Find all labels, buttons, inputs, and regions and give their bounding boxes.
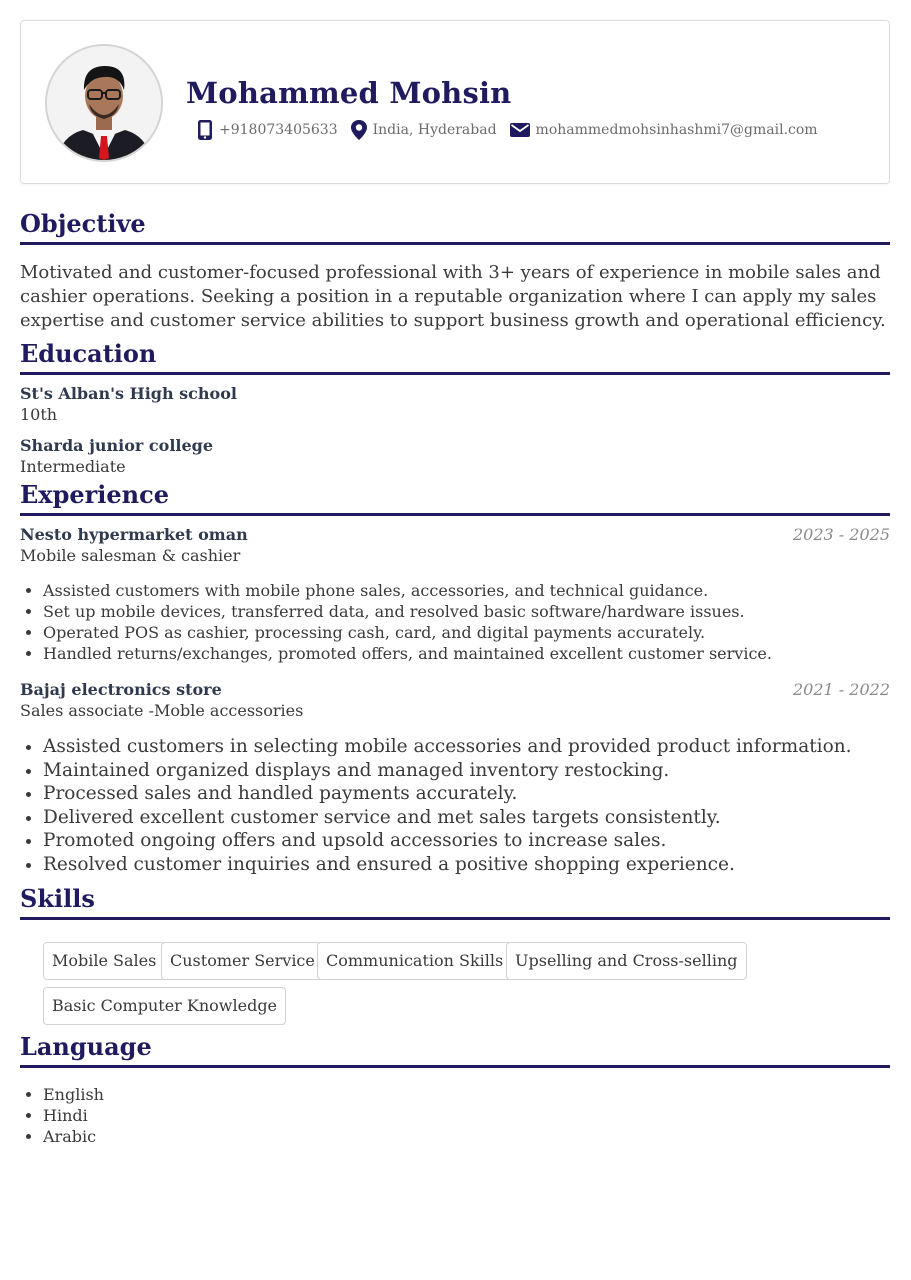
phone-contact[interactable] bbox=[196, 119, 338, 141]
language-list bbox=[20, 1084, 104, 1147]
skill-chip: Upselling and Cross-selling bbox=[506, 942, 747, 980]
job-dates: 2023 - 2025 bbox=[792, 525, 890, 544]
objective-heading: Objective bbox=[20, 210, 890, 245]
education-school: Sharda junior college bbox=[20, 436, 214, 455]
skill-chip: Communication Skills bbox=[317, 942, 512, 980]
list-item: • Hindi bbox=[43, 1105, 104, 1126]
contact-row bbox=[196, 119, 830, 141]
list-item: • Maintained organized displays and managed inventory restocking. bbox=[43, 759, 852, 783]
list-item: • Processed sales and handled payments accurately. bbox=[43, 782, 852, 806]
list-item: • Promoted ongoing offers and upsold accessories to increase sales. bbox=[43, 829, 852, 853]
list-item: • Arabic bbox=[43, 1126, 104, 1147]
list-item: • Delivered excellent customer service and met sales targets consistently. bbox=[43, 806, 852, 830]
list-item: • Operated POS as cashier, processing cash, card, and digital payments accurately. bbox=[43, 622, 772, 643]
list-item: • Assisted customers in selecting mobile accessories and provided product information. bbox=[43, 735, 852, 759]
skill-chip: Basic Computer Knowledge bbox=[43, 987, 286, 1025]
avatar bbox=[45, 44, 163, 162]
education-heading: Education bbox=[20, 340, 890, 375]
list-item: • Handled returns/exchanges, promoted offers, and maintained excellent customer service. bbox=[43, 643, 772, 664]
phone-text: +918073405633 bbox=[219, 122, 338, 138]
job-bullets bbox=[20, 580, 772, 664]
education-school: St's Alban's High school bbox=[20, 384, 237, 403]
phone-icon bbox=[196, 119, 214, 141]
list-item: • English bbox=[43, 1084, 104, 1105]
job-role: Sales associate -Moble accessories bbox=[20, 701, 304, 720]
job-role: Mobile salesman & cashier bbox=[20, 546, 241, 565]
profile-photo bbox=[47, 46, 161, 160]
job-bullets bbox=[20, 735, 852, 877]
location-pin-icon bbox=[350, 119, 368, 141]
skill-chip: Customer Service bbox=[161, 942, 324, 980]
experience-heading: Experience bbox=[20, 481, 890, 516]
job-dates: 2021 - 2022 bbox=[792, 680, 890, 699]
location-contact bbox=[350, 119, 497, 141]
email-text: mohammedmohsinhashmi7@gmail.com bbox=[535, 122, 818, 138]
education-level: Intermediate bbox=[20, 457, 126, 476]
skills-heading: Skills bbox=[20, 885, 890, 920]
list-item: • Resolved customer inquiries and ensured a positive shopping experience. bbox=[43, 853, 852, 877]
list-item: • Assisted customers with mobile phone sales, accessories, and technical guidance. bbox=[43, 580, 772, 601]
location-text: India, Hyderabad bbox=[372, 122, 497, 138]
email-contact[interactable] bbox=[509, 121, 818, 139]
email-icon bbox=[509, 121, 531, 139]
job-company: Nesto hypermarket oman bbox=[20, 525, 248, 544]
skill-chip: Mobile Sales bbox=[43, 942, 165, 980]
job-company: Bajaj electronics store bbox=[20, 680, 222, 699]
candidate-name: Mohammed Mohsin bbox=[186, 76, 512, 110]
education-level: 10th bbox=[20, 405, 58, 424]
objective-text: Motivated and customer-focused professional with 3+ years of experience in mobile sales and cashier operations. Seeking a position in a reputable organization where I can apply my sales expertise and customer service abilities to support business growth and operational efficiency. bbox=[20, 262, 886, 331]
header-card bbox=[20, 20, 890, 184]
list-item: • Set up mobile devices, transferred data, and resolved basic software/hardware issues. bbox=[43, 601, 772, 622]
language-heading: Language bbox=[20, 1033, 890, 1068]
